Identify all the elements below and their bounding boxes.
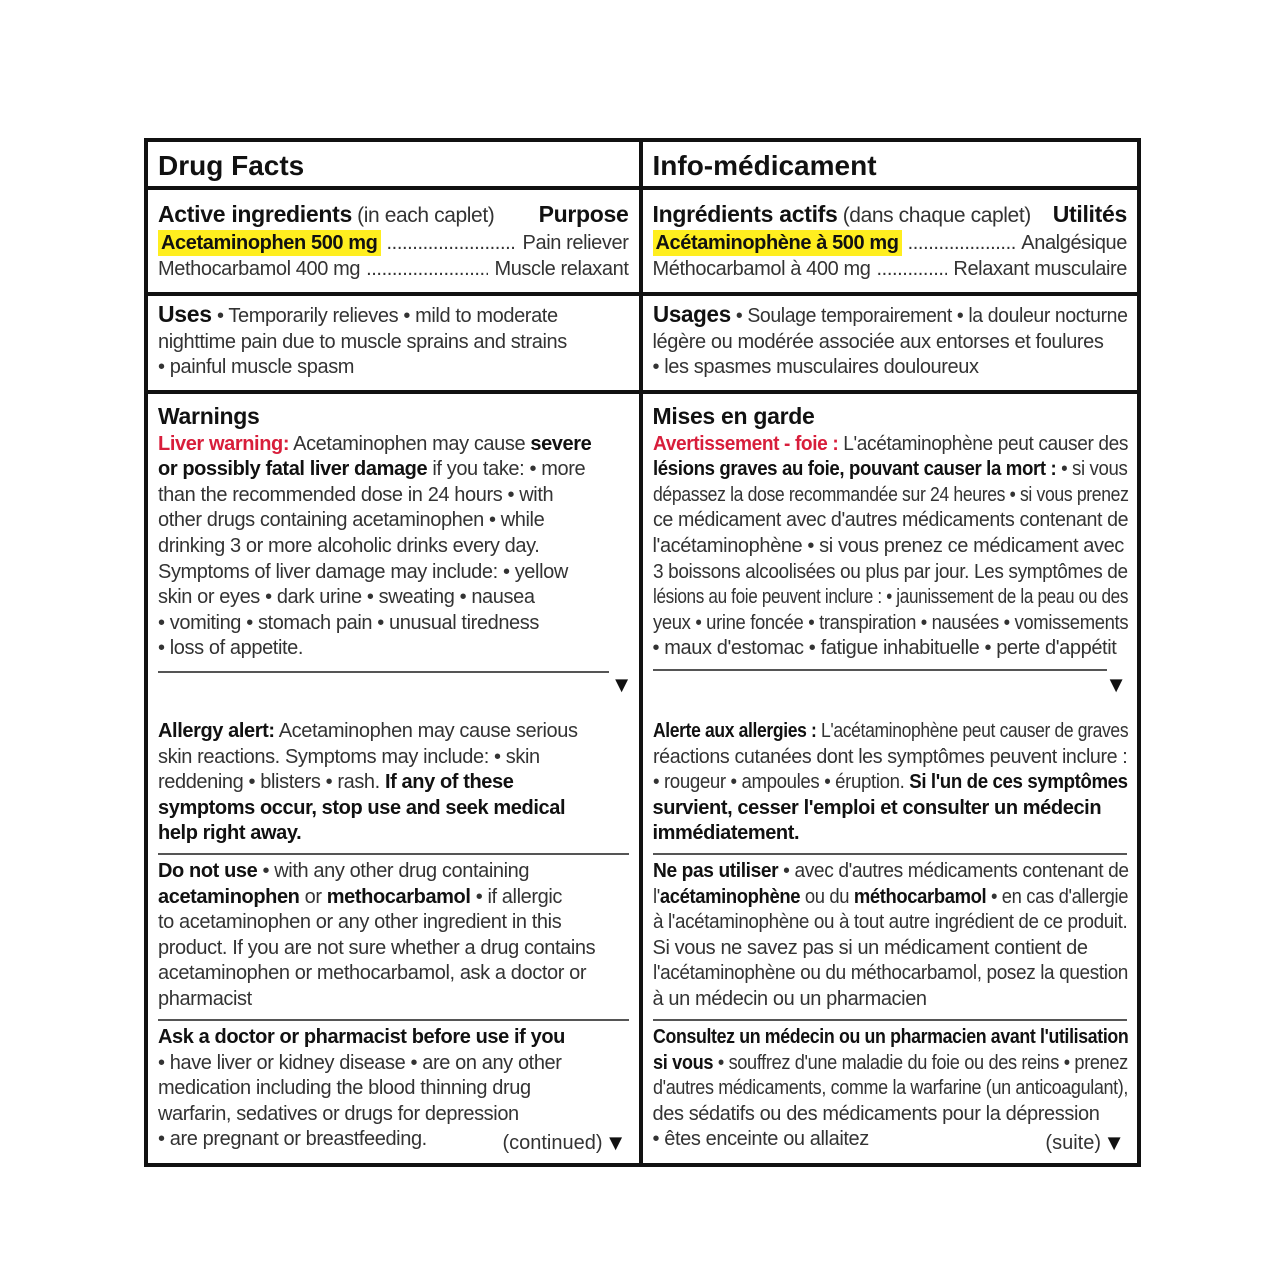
warning-text: • loss of appetite. <box>158 637 304 660</box>
warning-divider <box>158 671 609 673</box>
uses-section <box>148 302 639 381</box>
warning-bold-text: or possibly fatal liver damage <box>158 458 428 481</box>
do-not-use-text: or <box>299 885 327 908</box>
section-divider <box>148 292 639 296</box>
warning-text: other drugs containing acetaminophen • while <box>158 509 545 532</box>
uses-text: nighttime pain due to muscle sprains and strains <box>158 330 567 353</box>
purpose-heading: Purpose <box>538 201 629 227</box>
do-not-use-text: pharmacist <box>158 987 252 1010</box>
do-not-use-text: à l'acétaminophène ou à tout autre ingrédient de ce produit. <box>652 911 1127 934</box>
warning-text: if you take: • more <box>427 458 586 481</box>
ingredient-name: Méthocarbamol à 400 mg <box>652 257 871 280</box>
purpose-heading-fr: Utilités <box>1052 201 1127 227</box>
ingredient-name: Acétaminophène à 500 mg <box>653 230 902 256</box>
active-ingredients-heading-fr: Ingrédients actifs <box>652 201 838 227</box>
warning-text: 3 boissons alcoolisées ou plus par jour. Les symptômes de <box>652 560 1128 583</box>
allergy-bold-text: immédiatement. <box>652 822 800 845</box>
do-not-use-text: l' <box>652 885 660 908</box>
info-medicament-title: Info-médicament <box>643 142 1138 190</box>
active-ingredients-section <box>148 202 639 282</box>
allergy-text: reddening • blisters • rash. <box>158 771 385 794</box>
do-not-use-text: to acetaminophen or any other ingredient in this <box>158 911 562 934</box>
do-not-use-bold-text: méthocarbamol <box>853 885 986 908</box>
warnings-section-fr <box>643 404 1138 662</box>
section-divider <box>148 390 639 394</box>
allergy-section-fr <box>643 719 1138 847</box>
triangle-down-icon: ▼ <box>1105 672 1127 697</box>
warning-text: drinking 3 or more alcoholic drinks every day. <box>158 534 540 557</box>
warning-text: • maux d'estomac • fatigue inhabituelle • perte d'appétit <box>652 637 1117 660</box>
do-not-use-text: • en cas d'allergie <box>985 885 1128 908</box>
warning-text: • si vous <box>1055 458 1127 481</box>
do-not-use-section-fr <box>643 859 1138 1013</box>
do-not-use-bold-text: acetaminophen <box>158 885 300 908</box>
warnings-section <box>148 404 639 662</box>
uses-text: • Soulage temporairement • la douleur nocturne <box>735 305 1128 327</box>
uses-section-fr <box>643 302 1138 381</box>
allergy-text: skin reactions. Symptoms may include: • skin <box>158 745 540 768</box>
triangle-down-icon: ▼ <box>1103 1130 1125 1155</box>
ask-doctor-text: • souffrez d'une maladie du foie ou des reins • prenez <box>712 1051 1128 1074</box>
active-ingredients-section-fr <box>643 202 1138 282</box>
warning-divider <box>653 669 1108 671</box>
ingredient-row <box>653 230 1128 256</box>
allergy-section <box>148 719 639 847</box>
leader-dots <box>366 256 488 282</box>
ingredient-row <box>653 256 1128 282</box>
ingredient-name: Acetaminophen 500 mg <box>158 230 381 256</box>
uses-text: • les spasmes musculaires douloureux <box>652 356 979 379</box>
do-not-use-text: • if allergic <box>470 885 562 908</box>
do-not-use-text: Si vous ne savez pas si un médicament contient de <box>652 936 1088 959</box>
section-divider <box>158 1019 629 1021</box>
ask-doctor-text: • have liver or kidney disease • are on any other <box>158 1051 562 1074</box>
active-ingredients-sub-fr: (dans chaque caplet) <box>842 204 1031 227</box>
warnings-heading: Warnings <box>158 403 260 429</box>
ingredient-row <box>158 256 629 282</box>
ask-doctor-text: • êtes enceinte ou allaitez <box>652 1128 869 1151</box>
active-ingredients-sub: (in each caplet) <box>357 204 495 227</box>
ingredient-row <box>158 230 629 256</box>
warning-text: ce médicament avec d'autres médicaments contenant de <box>652 509 1128 532</box>
drug-facts-title: Drug Facts <box>148 142 639 190</box>
continued-label-fr: (suite) <box>1045 1132 1101 1154</box>
do-not-use-text: ou du <box>799 885 854 908</box>
warning-text: yeux • urine foncée • transpiration • nausées • vomissements <box>652 611 1128 634</box>
ask-doctor-text: des sédatifs ou des médicaments pour la dépression <box>652 1102 1100 1125</box>
drug-facts-panel <box>144 138 1141 1167</box>
ask-doctor-text: medication including the blood thinning drug <box>158 1077 531 1100</box>
section-divider <box>643 292 1138 296</box>
uses-text: • painful muscle spasm <box>158 356 355 379</box>
do-not-use-bold-text: methocarbamol <box>326 885 471 908</box>
allergy-bold-text: help right away. <box>158 822 302 845</box>
ask-doctor-text: • are pregnant or breastfeeding. <box>158 1128 427 1151</box>
warning-text: skin or eyes • dark urine • sweating • nausea <box>158 586 535 609</box>
active-ingredients-heading: Active ingredients <box>158 201 352 227</box>
do-not-use-label: Do not use <box>158 860 258 882</box>
allergy-text: réactions cutanées dont les symptômes peuvent inclure : <box>652 745 1127 768</box>
ingredient-purpose: Muscle relaxant <box>494 257 629 280</box>
do-not-use-bold-text: acétaminophène <box>659 885 800 908</box>
allergy-text: Acetaminophen may cause serious <box>274 720 578 742</box>
warning-text: dépassez la dose recommandée sur 24 heures • si vous prenez <box>652 483 1129 506</box>
allergy-bold-text: symptoms occur, stop use and seek medical <box>158 796 566 819</box>
allergy-bold-text: Si l'un de ces symptômes <box>908 771 1128 794</box>
do-not-use-text: l'acétaminophène ou du méthocarbamol, posez la question <box>652 962 1128 985</box>
liver-warning-label-fr: Avertissement - foie : <box>652 432 838 455</box>
french-column <box>643 142 1138 1163</box>
warning-text: l'acétaminophène • si vous prenez ce médicament avec <box>652 534 1124 557</box>
do-not-use-text: product. If you are not sure whether a drug contains <box>158 936 596 959</box>
english-column <box>148 142 643 1163</box>
continued-label: (continued) <box>502 1132 603 1154</box>
allergy-bold-text: If any of these <box>384 771 514 794</box>
do-not-use-label-fr: Ne pas utiliser <box>652 860 778 882</box>
uses-heading-fr: Usages <box>652 301 731 327</box>
allergy-text: L'acétaminophène peut causer de graves <box>816 720 1128 742</box>
warning-bold-text: severe <box>530 432 592 455</box>
do-not-use-text: acetaminophen or methocarbamol, ask a doctor or <box>158 962 587 985</box>
leader-dots <box>908 230 1016 256</box>
ask-doctor-label: Ask a doctor or pharmacist before use if you <box>158 1026 565 1048</box>
do-not-use-text: à un médecin ou un pharmacien <box>652 987 927 1010</box>
leader-dots <box>877 256 948 282</box>
triangle-down-icon: ▼ <box>610 672 633 697</box>
ingredient-purpose: Relaxant musculaire <box>953 257 1127 280</box>
warning-text: L'acétaminophène peut causer des <box>837 432 1128 455</box>
do-not-use-text: • with any other drug containing <box>257 860 530 882</box>
ask-doctor-text: d'autres médicaments, comme la warfarine (un anticoagulant), <box>652 1077 1128 1100</box>
section-divider <box>643 390 1138 394</box>
section-divider <box>158 853 629 855</box>
warning-text: than the recommended dose in 24 hours • with <box>158 483 554 506</box>
uses-text: légère ou modérée associée aux entorses et foulures <box>652 330 1104 353</box>
do-not-use-section <box>148 859 639 1013</box>
warning-text: lésions au foie peuvent inclure : • jaunissement de la peau ou des <box>652 586 1128 609</box>
section-divider <box>653 853 1128 855</box>
ask-doctor-label-fr: Consultez un médecin ou un pharmacien avant l'utilisation <box>652 1026 1128 1048</box>
warning-text: • vomiting • stomach pain • unusual tiredness <box>158 611 539 634</box>
ingredient-purpose: Pain reliever <box>522 231 629 254</box>
ingredient-purpose: Analgésique <box>1021 231 1127 254</box>
ask-doctor-text: warfarin, sedatives or drugs for depression <box>158 1102 519 1125</box>
warning-text: Acetaminophen may cause <box>289 432 531 455</box>
uses-heading: Uses <box>158 301 212 327</box>
allergy-alert-label: Allergy alert: <box>158 720 275 742</box>
uses-text: • Temporarily relieves • mild to moderate <box>216 305 558 327</box>
allergy-alert-label-fr: Alerte aux allergies : <box>652 720 817 742</box>
warning-text: Symptoms of liver damage may include: • yellow <box>158 560 568 583</box>
allergy-text: • rougeur • ampoules • éruption. <box>652 771 909 794</box>
liver-warning-label: Liver warning: <box>158 432 290 455</box>
ingredient-name: Methocarbamol 400 mg <box>158 257 361 280</box>
warning-bold-text: lésions graves au foie, pouvant causer la mort : <box>652 458 1056 481</box>
triangle-down-icon: ▼ <box>604 1130 627 1155</box>
warnings-heading-fr: Mises en garde <box>652 403 815 429</box>
ask-doctor-label-fr: si vous <box>652 1051 713 1074</box>
section-divider <box>653 1019 1128 1021</box>
allergy-bold-text: survient, cesser l'emploi et consulter un médecin <box>652 796 1102 819</box>
leader-dots <box>387 230 517 256</box>
do-not-use-text: • avec d'autres médicaments contenant de <box>777 860 1129 882</box>
